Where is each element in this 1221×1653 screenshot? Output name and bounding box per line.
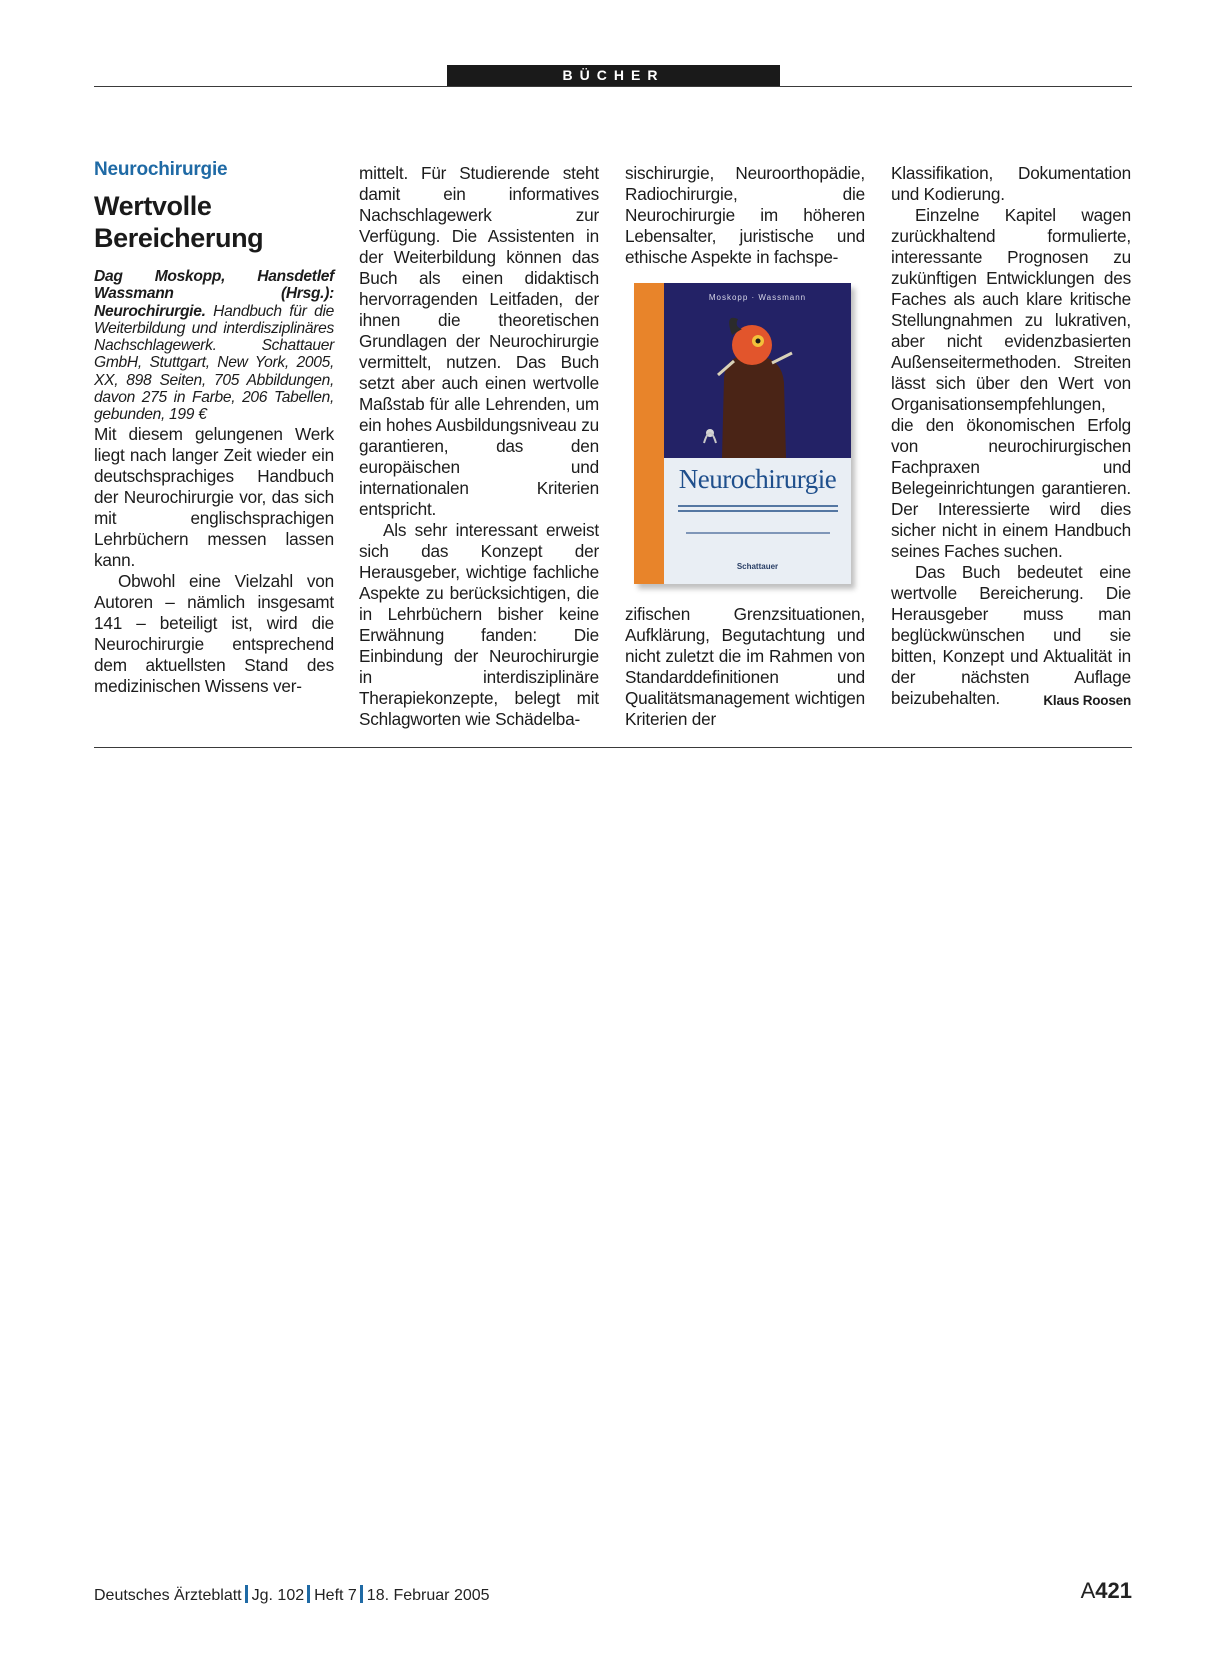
journal-date: 18. Februar 2005 [366, 1587, 490, 1604]
header-rule [94, 86, 1132, 87]
section-label: BÜCHER [447, 65, 780, 86]
paragraph-text: Das Buch bedeutet eine wertvolle Bereicherung. Die Herausgeber muss man beglückwünschen und sie bitten, Konzept und Aktualität in der nächsten Auflage beizubehalten. [891, 562, 1131, 708]
book-details: Handbuch für die Weiterbildung und interdisziplinäres Nachschlagewerk. Schattauer GmbH, Stuttgart, New York, 2005, XX, 898 Seiten, 705 Abbildungen, davon 275 in Farbe, 206 Tabellen, gebunden, 199 € [94, 302, 334, 424]
cover-illustration-icon [664, 283, 851, 458]
paragraph [891, 562, 1131, 709]
paragraph: Klassifikation, Dokumentation und Kodierung. [891, 163, 1131, 204]
cover-subtitle-line [686, 532, 830, 534]
cover-subtitle-lines [678, 505, 838, 512]
page-prefix: A [1080, 1578, 1096, 1603]
footer-separator [245, 1585, 248, 1603]
cover-publisher: Schattauer [736, 562, 779, 571]
page-number-value: 421 [1095, 1578, 1132, 1603]
cover-authors: Moskopp · Wassmann [708, 293, 807, 302]
paragraph: zifischen Grenzsituationen, Aufklärung, Begutachtung und nicht zuletzt die im Rahmen von Standarddefinitionen und Qualitätsmanagement wichtigen Kriterien der [625, 604, 865, 729]
journal-name: Deutsches Ärzteblatt [94, 1587, 242, 1604]
page-number [1081, 1578, 1132, 1604]
page-footer [94, 1585, 490, 1605]
cover-title: Neurochirurgie [678, 464, 837, 494]
footer-separator [360, 1585, 363, 1603]
bibliographic-info [94, 268, 334, 424]
headline-line-1: Wertvolle [94, 191, 212, 221]
column-3-bottom [625, 604, 865, 730]
column-4 [891, 163, 1131, 711]
headline-line-2: Bereicherung [94, 223, 264, 253]
article-bottom-rule [94, 747, 1132, 748]
author-signature: Klaus Roosen [1043, 693, 1131, 708]
column-2 [359, 163, 599, 730]
paragraph: mittelt. Für Studierende steht damit ein informatives Nachschlagewerk zur Verfügung. Die Assistenten in der Weiterbildung können das Buch als einen didaktisch hervorragenden Leitfaden, der ihnen die theoretischen Grundlagen der Neurochirurgie vermittelt, nutzen. Das Buch setzt aber auch einen wertvolle Maßstab für alle Lehrenden, um ein hohes Ausbildungsniveau zu garantieren, das den europäischen und internationalen Kriterien entspricht. [359, 163, 599, 519]
cover-navy-band [664, 283, 851, 458]
book-authors-title: Dag Moskopp, Hansdetlef Wassmann (Hrsg.): Neurochirurgie. [94, 268, 334, 320]
article-kicker: Neurochirurgie [94, 159, 228, 180]
column-1 [94, 158, 334, 697]
paragraph: Einzelne Kapitel wagen zurückhaltend formulierte, interessante Prognosen zu zukünftigen Entwicklungen des Faches als auch klare kritische Stellungnahmen zu lukrativen, aber nicht evidenzbasierten Außenseitermethoden. Streiten lässt sich über den Wert von Organisationsempfehlungen, die den ökonomischen Erfolg von neurochirurgischen Fachpraxen und Belegeinrichtungen garantieren. Der Interessierte wird dies sicher nicht in einem Handbuch seines Faches suchen. [891, 205, 1131, 561]
article-headline [94, 190, 334, 254]
paragraph: Obwohl eine Vielzahl von Autoren – nämlich insgesamt 141 – beteiligt ist, wird die Neurochirurgie entsprechend dem aktuellsten Stand des medizinischen Wissens ver- [94, 570, 334, 696]
column-3-top [625, 163, 865, 268]
cover-orange-stripe [634, 283, 664, 584]
paragraph: Mit diesem gelungenen Werk liegt nach langer Zeit wieder ein deutschsprachiges Handbuch der Neurochirurgie vor, das sich mit englischsprachigen Lehrbüchern messen lassen kann. [94, 423, 334, 570]
paragraph: Als sehr interessant erweist sich das Konzept der Herausgeber, wichtige fachliche Aspekte zu berücksichtigen, die in Lehrbüchern bisher keine Erwähnung fanden: Die Einbindung der Neurochirurgie in interdisziplinäre Therapiekonzepte, belegt mit Schlagworten wie Schädelba- [359, 520, 599, 729]
book-cover-image [634, 283, 851, 584]
journal-issue: Heft 7 [314, 1587, 357, 1604]
paragraph: sischirurgie, Neuroorthopädie, Radiochirurgie, die Neurochirurgie im höheren Lebensalter, juristische und ethische Aspekte in fachspe- [625, 163, 865, 267]
footer-separator [307, 1585, 310, 1603]
journal-volume: Jg. 102 [251, 1587, 305, 1604]
